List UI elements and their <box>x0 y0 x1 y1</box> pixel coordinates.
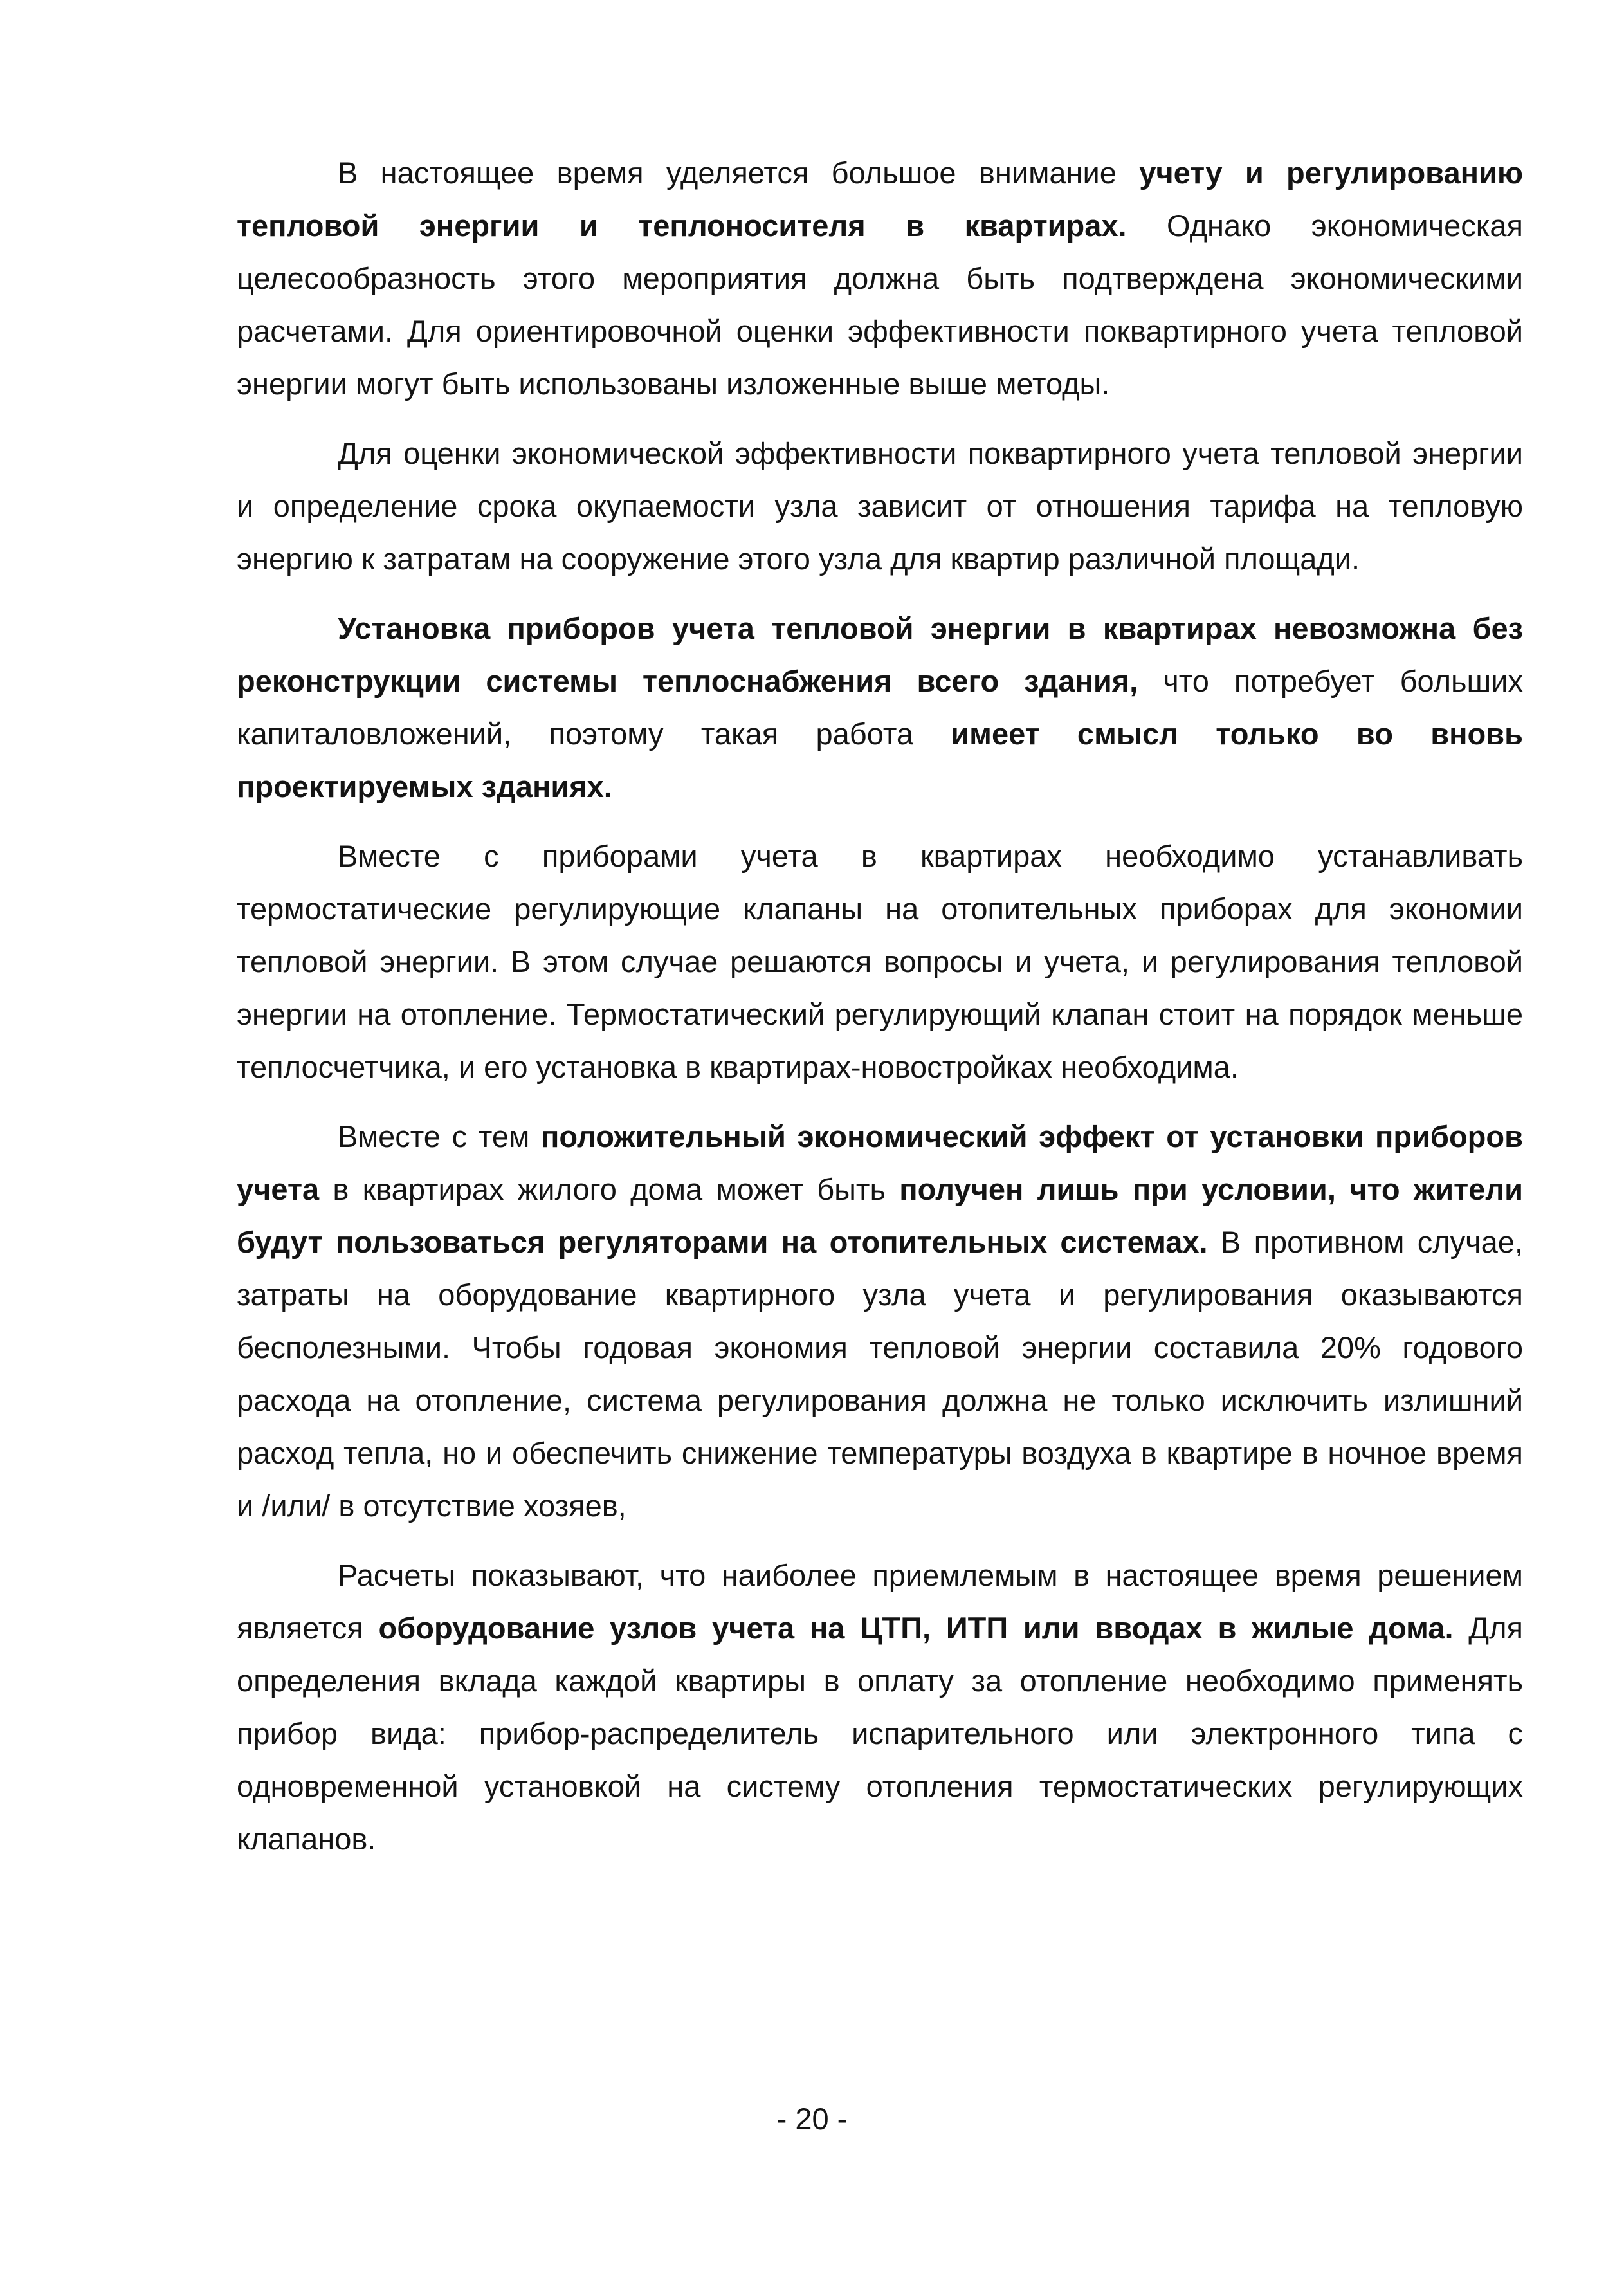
paragraph-4 <box>237 830 1523 1094</box>
text-run: что потребует больших капиталовложений, поэтому такая работа <box>237 664 1523 751</box>
paragraph-6 <box>237 1549 1523 1866</box>
paragraph-5 <box>237 1110 1523 1532</box>
paragraph-3 <box>237 602 1523 813</box>
text-run: Однако экономическая целесообразность этого мероприятия должна быть подтверждена экономическими расчетами. Для ориентировочной оценки эффективности поквартирного учета тепловой энергии могут быть использованы изложенные выше методы. <box>237 208 1523 401</box>
paragraph-2 <box>237 427 1523 585</box>
text-run: Для определения вклада каждой квартиры в оплату за отопление необходимо применять прибор вида: прибор-распределитель испарительного или электронного типа с одновременной установкой на систему отопления термостатических регулирующих клапанов. <box>237 1611 1523 1856</box>
text-run: Для оценки экономической эффективности поквартирного учета тепловой энергии и определение срока окупаемости узла зависит от отношения тарифа на тепловую энергию к затратам на сооружение этого узла для квартир различной площади. <box>237 436 1523 576</box>
text-run: Вместе с тем <box>338 1119 542 1153</box>
document-body <box>237 147 1523 1882</box>
paragraph-1 <box>237 147 1523 410</box>
bold-text-run: имеет смысл только во вновь проектируемых зданиях. <box>237 717 1523 803</box>
bold-text-run: учету и регулированию тепловой энергии и теплоносителя в квартирах. <box>237 156 1523 243</box>
text-run: В настоящее время уделяется большое внимание <box>338 156 1140 190</box>
text-run: В противном случае, затраты на оборудование квартирного узла учета и регулирования оказываются бесполезными. Чтобы годовая экономия тепловой энергии составила 20% годового расхода на отопление, система регулирования должна не только исключить излишний расход тепла, но и обеспечить снижение температуры воздуха в квартире в ночное время и /или/ в отсутствие хозяев, <box>237 1225 1523 1523</box>
text-run: Вместе с приборами учета в квартирах необходимо устанавливать термостатические регулирующие клапаны на отопительных приборах для экономии тепловой энергии. В этом случае решаются вопросы и учета, и регулирования тепловой энергии на отопление. Термостатический регулирующий клапан стоит на порядок меньше теплосчетчика, и его установка в квартирах-новостройках необходима. <box>237 839 1523 1084</box>
bold-text-run: получен лишь при условии, что жители будут пользоваться регуляторами на отопительных системах. <box>237 1172 1523 1259</box>
bold-text-run: положительный экономический эффект от установки приборов учета <box>237 1119 1523 1206</box>
text-run: в квартирах жилого дома может быть <box>319 1172 900 1206</box>
page-number: - 20 - <box>776 2102 848 2136</box>
bold-text-run: оборудование узлов учета на ЦТП, ИТП или вводах в жилые дома. <box>378 1611 1454 1645</box>
bold-text-run: Установка приборов учета тепловой энергии в квартирах невозможна без реконструкции системы теплоснабжения всего здания, <box>237 611 1523 698</box>
text-run: Расчеты показывают, что наиболее приемлемым в настоящее время решением является <box>237 1558 1523 1645</box>
